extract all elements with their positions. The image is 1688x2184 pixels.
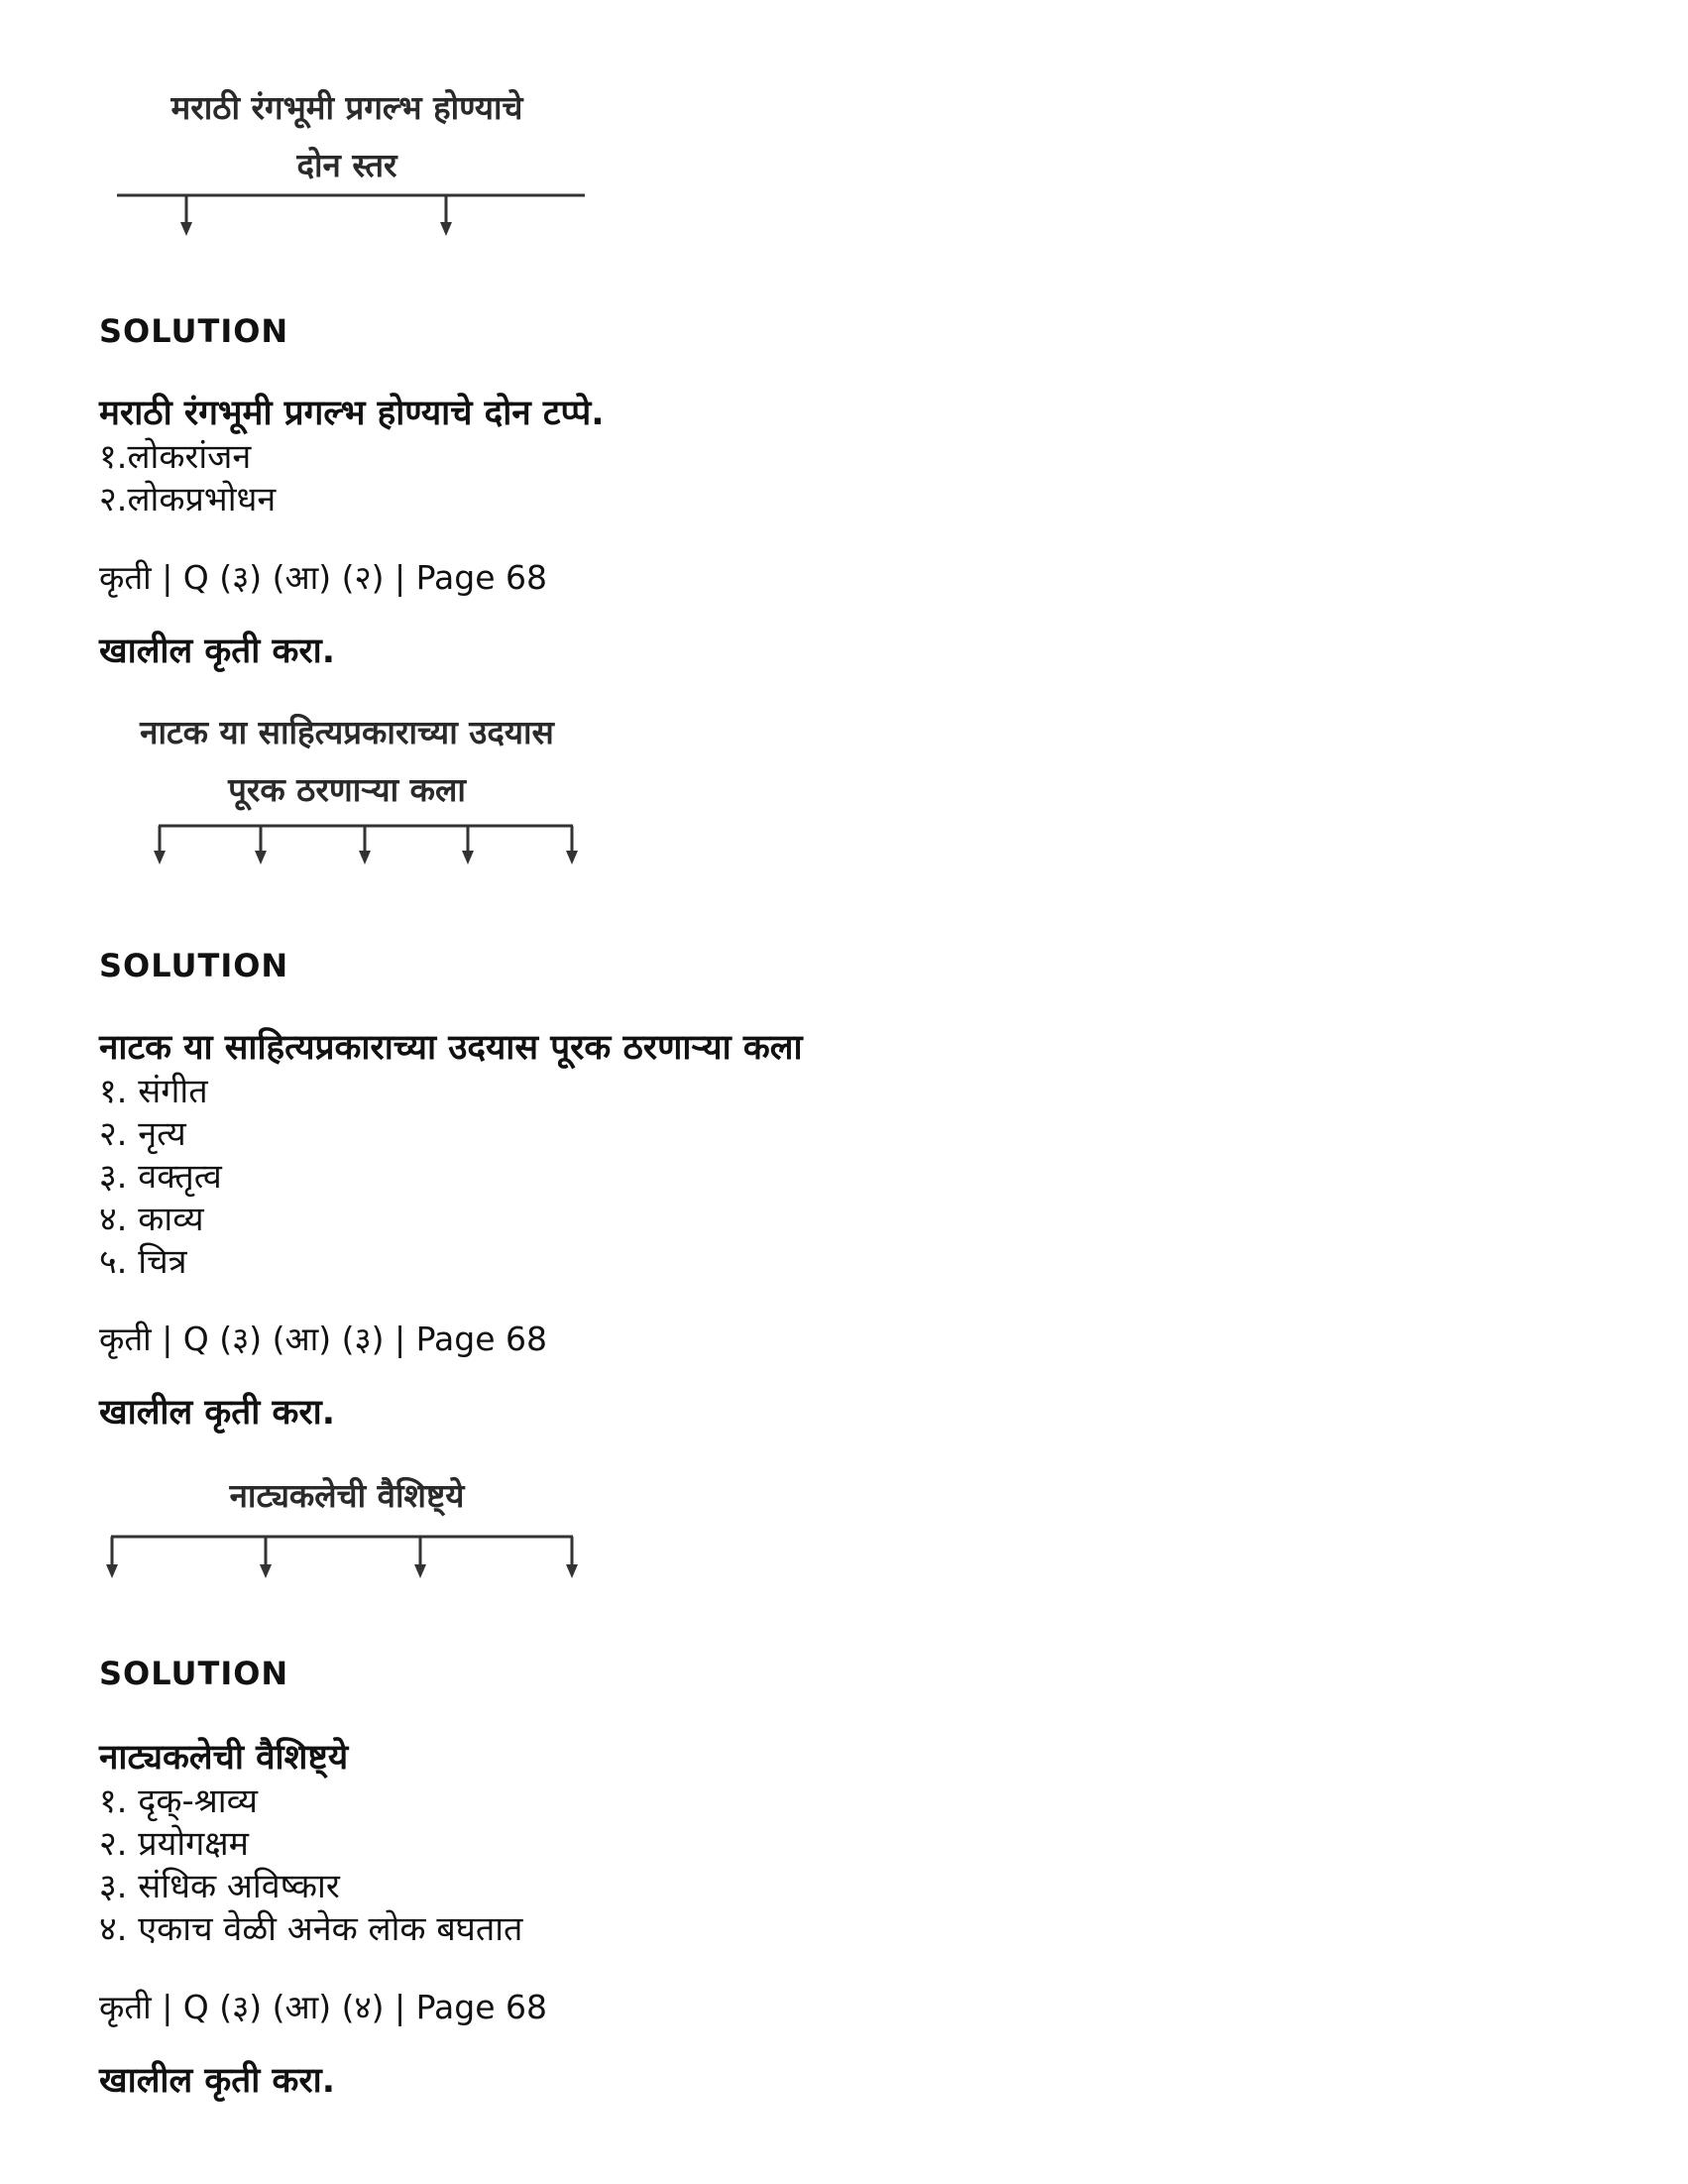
list-item: १. संगीत [99,1072,208,1111]
list-item: ४. एकाच वेळी अनेक लोक बघतात [99,1909,523,1949]
diagram-1-title-line1: मराठी रंगभूमी प्रगल्भ होण्याचे [170,88,523,127]
list-item: ३. संधिक अविष्कार [99,1867,340,1906]
question-1-ref: कृती | Q (३) (आ) (२) | Page 68 [99,558,548,597]
solution-1-heading: मराठी रंगभूमी प्रगल्भ होण्याचे दोन टप्पे. [99,394,605,433]
list-item: १.लोकरांजन [99,437,252,477]
list-item: २. प्रयोगक्षम [99,1824,250,1864]
solution-3-list [99,1781,522,1951]
list-item: ४. काव्य [99,1200,204,1239]
solution-2-label: SOLUTION [99,947,289,984]
question-2-instruction: खालील कृती करा. [99,1393,336,1433]
question-3-instruction: खालील कृती करा. [99,2061,336,2101]
diagram-3-arrows [0,0,694,1636]
question-2-ref: कृती | Q (३) (आ) (३) | Page 68 [99,1320,548,1358]
diagram-3-title-line1: नाट्यकलेची वैशिष्ट्ये [229,1476,465,1515]
solution-2-heading: नाटक या साहित्यप्रकाराच्या उदयास पूरक ठरणाऱ्या कला [99,1028,803,1068]
list-item: १. दृक्-श्राव्य [99,1782,258,1821]
solution-3-label: SOLUTION [99,1655,289,1692]
list-item: ५. चित्र [99,1242,187,1282]
question-3-ref: कृती | Q (३) (आ) (४) | Page 68 [99,1988,548,2026]
list-item: २.लोकप्रभोधन [99,480,277,519]
list-item: २. नृत्य [99,1114,186,1154]
list-item: ३. वक्तृत्व [99,1157,222,1197]
solution-3-heading: नाट्यकलेची वैशिष्ट्ये [99,1738,349,1778]
solution-1-label: SOLUTION [99,312,289,350]
diagram-1-title-line2: दोन स्तर [296,146,397,184]
diagram-2-title-line2: पूरक ठरणाऱ्या कला [228,770,466,809]
question-1-instruction: खालील कृती करा. [99,632,336,671]
diagram-2-title-line1: नाटक या साहित्यप्रकाराच्या उदयास [140,713,554,751]
